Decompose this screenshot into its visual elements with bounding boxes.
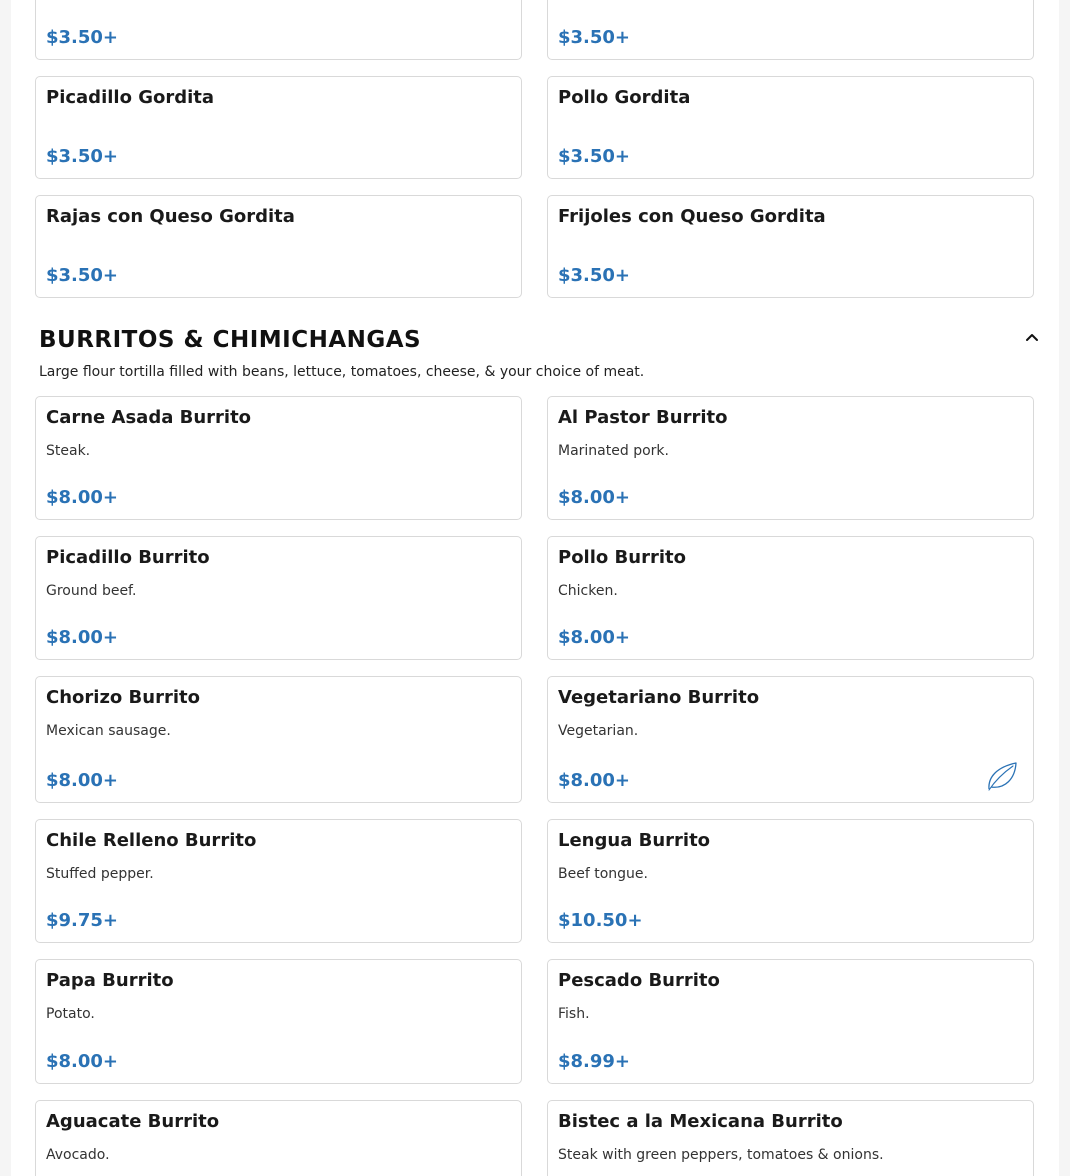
- item-price: $3.50+: [558, 146, 631, 167]
- item-name: Aguacate Burrito: [46, 1111, 220, 1132]
- item-description: Steak.: [46, 443, 91, 459]
- menu-item-card[interactable]: [547, 195, 1034, 298]
- item-price: $8.00+: [558, 770, 631, 791]
- item-name: Carne Asada Burrito: [46, 407, 252, 428]
- item-name: Bistec a la Mexicana Burrito: [558, 1111, 843, 1132]
- item-price: $8.00+: [46, 770, 119, 791]
- item-name: Chile Relleno Burrito: [46, 830, 257, 851]
- item-description: Fish.: [558, 1006, 590, 1022]
- item-description: Stuffed pepper.: [46, 866, 154, 882]
- item-name: Papa Burrito: [46, 970, 174, 991]
- item-price: $3.50+: [46, 265, 119, 286]
- item-price: $3.50+: [46, 27, 119, 48]
- menu-item-card[interactable]: [35, 959, 522, 1084]
- vegetarian-leaf-icon: [985, 759, 1019, 793]
- item-name: Vegetariano Burrito: [558, 687, 760, 708]
- menu-item-card[interactable]: [547, 0, 1034, 60]
- menu-page: [11, 0, 1059, 1176]
- menu-item-card[interactable]: [35, 536, 522, 660]
- item-price: $3.50+: [558, 265, 631, 286]
- menu-item-card[interactable]: [547, 676, 1034, 803]
- item-description: Vegetarian.: [558, 723, 639, 739]
- item-name: Picadillo Burrito: [46, 547, 210, 568]
- item-name: Pescado Burrito: [558, 970, 720, 991]
- item-price: $3.50+: [46, 146, 119, 167]
- menu-item-card[interactable]: [35, 819, 522, 943]
- section-description: Large flour tortilla filled with beans, lettuce, tomatoes, cheese, & your choice of meat.: [39, 364, 645, 380]
- item-name: Chorizo Burrito: [46, 687, 200, 708]
- item-price: $10.50+: [558, 910, 643, 931]
- item-description: Chicken.: [558, 583, 618, 599]
- menu-item-card[interactable]: [35, 396, 522, 520]
- item-name: Al Pastor Burrito: [558, 407, 728, 428]
- item-price: $8.00+: [46, 487, 119, 508]
- item-description: Ground beef.: [46, 583, 137, 599]
- section-title: BURRITOS & CHIMICHANGAS: [39, 327, 422, 353]
- item-name: Frijoles con Queso Gordita: [558, 206, 826, 227]
- item-name: Pollo Burrito: [558, 547, 686, 568]
- item-price: $9.75+: [46, 910, 119, 931]
- item-price: $8.99+: [558, 1051, 631, 1072]
- item-name: Lengua Burrito: [558, 830, 711, 851]
- item-description: Mexican sausage.: [46, 723, 171, 739]
- item-price: $8.00+: [46, 1051, 119, 1072]
- item-price: $8.00+: [558, 487, 631, 508]
- item-price: $3.50+: [558, 27, 631, 48]
- item-description: Potato.: [46, 1006, 95, 1022]
- item-description: Marinated pork.: [558, 443, 669, 459]
- menu-item-card[interactable]: [547, 1100, 1034, 1176]
- item-name: Rajas con Queso Gordita: [46, 206, 295, 227]
- gorditas-grid: [35, 0, 1034, 298]
- menu-item-card[interactable]: [35, 1100, 522, 1176]
- menu-item-card[interactable]: [35, 0, 522, 60]
- item-name: Pollo Gordita: [558, 87, 691, 108]
- menu-item-card[interactable]: [547, 819, 1034, 943]
- menu-item-card[interactable]: [35, 195, 522, 298]
- item-price: $8.00+: [46, 627, 119, 648]
- item-name: Picadillo Gordita: [46, 87, 215, 108]
- menu-item-card[interactable]: [35, 676, 522, 803]
- item-description: Steak with green peppers, tomatoes & onions.: [558, 1147, 884, 1163]
- burritos-section-header: [39, 327, 1038, 387]
- menu-item-card[interactable]: [547, 959, 1034, 1084]
- menu-item-card[interactable]: [547, 396, 1034, 520]
- item-price: $8.00+: [558, 627, 631, 648]
- item-description: Avocado.: [46, 1147, 110, 1163]
- menu-item-card[interactable]: [547, 536, 1034, 660]
- menu-item-card[interactable]: [547, 76, 1034, 179]
- item-description: Beef tongue.: [558, 866, 648, 882]
- chevron-up-icon[interactable]: [1021, 327, 1043, 349]
- menu-item-card[interactable]: [35, 76, 522, 179]
- burritos-grid: [35, 396, 1034, 1176]
